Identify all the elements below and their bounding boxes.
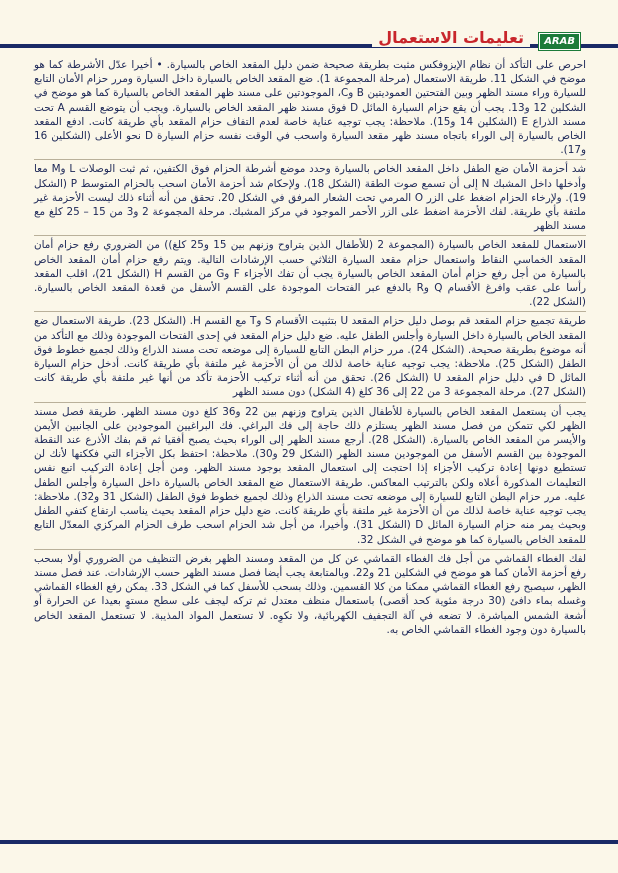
section-title: تعليمات الاستعمال	[372, 29, 530, 47]
paragraph-group3-backrest: يجب أن يستعمل المقعد الخاص بالسيارة للأطفال الذين يتراوح وزنهم بين 22 و36 كلغ دون مسند الظهر. طريقة فصل مسند الظهر لكي تتمكن من فصل مسند الظهر يستلزم ذلك حاجة إلى فك البراغي. فك البراغيين الموجودين على الجانبين الأيمن والأيسر من المقعد الخاص بالسيارة. (الشكل 28). أرجع مسند الظهر إلى الوراء بحيث يصبح أفقيا ثم قم بفك الأذرع عند النقطة الموجودة بين القسم الأسفل من الموجودين مسند الظهر (الشكل 29 و30). ملاحظة: احتفظ بكل الأجزاء التي فككتها لأنك لن تستطيع دونها إعادة تركيب الأجزاء إذا احتجت إلى استعمال المقعد بوجود مسند الظهر. ومن أجل إعادة التركيب اتبع نفس التعليمات المذكورة أعلاه ولكن بالترتيب المعاكس. طريقة الاستعمال ضع المقعد الخاص بالسيارة داخل السيارة وأجلس الطفل عليه. مرر حزام البطن التابع للسيارة إلى موضعه تحت مسند الذراع وذلك لجميع خطوط فوق الطفل (الشكل 31 و32). ملاحظة: يجب توجيه عناية خاصة لذلك من أن الأحزمة غير ملتفة بأي طريقة كانت. ضع دليل حزام المقعد بحيث يناسب ارتفاع كتفي الطفل وبحيث يمر منه حزام السيارة المائل D (الشكل 31). وأخيرا، من أجل شد الحزام اسحب طرف الحزام المركزي المعدّل التابع للمقعد الخاص بالسيارة كما هو موضح في الشكل 32.	[34, 402, 586, 547]
paragraph-group2-usage: الاستعمال للمقعد الخاص بالسيارة (المجموعة 2 (للأطفال الذين يتراوح وزنهم بين 15 و25 كلغ)) من الضروري رفع حزام أمان المقعد الخماسي النقاط واستعمال حزام مقعد السيارة الثلاثي حسب الإرشادات التالية. ويتم رفع حزام أمان المقعد الخاص بالسيارة من أجل رفع حزام أمان المقعد الخاص بالسيارة يجب أن تفك الأجزاء F وG من القسم H (الشكل 21)، اقلب المقعد رأسا على عقب وافرغ الأقسام Q وR بالدفع عبر الفتحات الموجودة على القسم الأسفل من قعدة المقعد الخاص بالسيارة. (الشكل 22).	[34, 235, 586, 309]
instructions-body	[34, 58, 586, 639]
footer-rule	[0, 840, 618, 844]
paragraph-belt-guide: طريقة تجميع حزام المقعد قم بوصل دليل حزام المقعد U بتثبيت الأقسام S وT مع القسم H. (الشكل 23). طريقة الاستعمال ضع المقعد الخاص بالسيارة داخل السيارة وأجلس الطفل عليه. ضع دليل حزام المقعد في إحدى الفتحات الموجودة وذلك مع التأكد من أنه موضوع بطريقة صحيحة. (الشكل 24). مرر حزام البطن التابع للسيارة إلى موضعه تحت مسند الذراع وذلك لجميع خطوط فوق الطفل (الشكل 25). ملاحظة: يجب توجيه عناية خاصة لذلك من أن الأحزمة غير ملتفة بأي طريقة كانت. أدخل حزام السيارة المائل D في دليل حزام المقعد U (الشكل 26). تحقق من أنه أثناء تركيب الأحزمة تأكد من أنها غير ملتفة بأي طريقة كانت (الشكل 27). مرحلة المجموعة 3 من 22 إلى 36 كلغ (4 الشكل) دون مسند الظهر	[34, 311, 586, 399]
language-badge: ARAB	[539, 33, 580, 50]
paragraph-harness-tightening: شد أحزمة الأمان ضع الطفل داخل المقعد الخاص بالسيارة وحدد موضع أشرطة الحزام فوق الكتفين، ثم ثبت الوصلات L وM معا وأدخلها داخل المشبك N إلى أن تسمع صوت الطقة (الشكل 18). ولإحكام شد أحزمة الأمان اسحب بالحزام المتوسط P (الشكل 19). ولإرخاء الحزام اضغط على الزر O المرمي تحت الشعار المرفق في الشكل 20. تحقق من أنه أثناء ذلك ليست الأحزمة غير ملتفة بأي طريقة. لفك الأحزمة اضغط على الزر الأحمر الموجود في مركز المشبك. مرحلة المجموعة 2 و3 من 15 – 25 كلغ مع مسند الظهر	[34, 159, 586, 233]
paragraph-isofix-group1: احرص على التأكد أن نظام الإيزوفكس مثبت بطريقة صحيحة ضمن دليل المقعد الخاص بالسيارة. • أخيرا عدّل الأشرطة كما هو موضح في الشكل 11. طريقة الاستعمال (مرحلة المجموعة 1). ضع المقعد الخاص بالسيارة داخل السيارة ومرر حزام الأمان التابع للسيارة وراء مسند الظهر وبين الفتحتين العموديتين B وC، الموجودتين على مسند ظهر المقعد الخاص بالسيارة كما هو موضح في الشكلين 12 و13. يجب أن يقع حزام السيارة المائل D فوق مسند ظهر المقعد الخاص بالسيارة. ويجب أن يتوضع القسم A تحت مسند الذراع E (الشكلين 14 و15). ملاحظة: يجب توجيه عناية خاصة لعدم التفاف حزام المقعد بأي طريقة كانت. ادفع المقعد الخاص بالسيارة إلى الوراء باتجاه مسند ظهر مقعد السيارة واسحب في الوقت نفسه حزام السيارة D نحو الأعلى (الشكلين 16 و17).	[34, 59, 587, 157]
paragraph-cover-removal: لفك الغطاء القماشي من أجل فك الغطاء القماشي عن كل من المقعد ومسند الظهر بغرض التنظيف من الضروري أولا بسحب رفع أحزمة الأمان كما هو موضح في الشكلين 21 و22. وبالمتابعة يجب أيضا فصل مسند الظهر حسب الإرشادات. عند فصل مسند الظهر، سيصبح رفع الغطاء القماشي ممكنا من كلا القسمين. وذلك بسحب للأسفل كما في الشكل 33. يمكن رفع الغطاء القماشي وغسله بماء دافئ (30 درجة مئوية كحد أقصى) باستعمال منظف معتدل ثم تركه ليجف على سطح مستوٍ بعيدا عن الحرارة أو أشعة الشمس المباشرة. لا تضعه في آلة التجفيف الكهربائية، ولا تكوِه. لا تستعمل المواد المذيبة. لا تستعمل المقعد الخاص بالسيارة دون وجود الغطاء القماشي الخاص به.	[34, 549, 586, 637]
page-header	[0, 0, 618, 52]
